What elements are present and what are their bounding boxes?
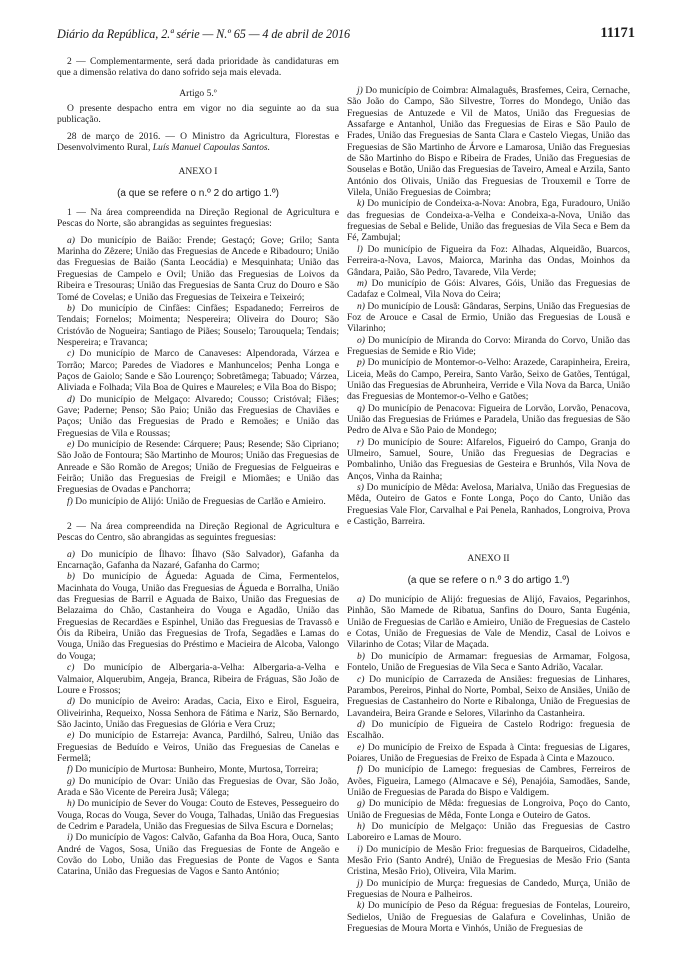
item-letter: s) <box>357 482 364 494</box>
item-letter: e) <box>357 741 365 753</box>
item-letter: a) <box>67 234 75 246</box>
item-letter: k) <box>357 900 365 912</box>
list-item <box>57 348 339 393</box>
right-column <box>347 85 630 934</box>
paragraph-complementarmente: 2 — Complementarmente, será dada prioridade às candidaturas em que a dimensão relativa do dano sofrido seja mais elevada. <box>57 56 339 79</box>
item-text: Do município de Armamar: freguesias de Armamar, Folgosa, Fontelo, União de Freguesias de Vila Seca e Santo Adrião, Vacalar. <box>347 650 630 674</box>
item-letter: g) <box>357 798 365 810</box>
item-text: Do município de Mesão Frio: freguesias de Barqueiros, Cidadelhe, Mesão Frio (Santo André), União de Freguesias de Mesão Frio (Santa Cristina, Mesão Frio), Oliveira, Vila Marim. <box>347 843 630 878</box>
list-item <box>57 696 339 730</box>
list-item <box>57 764 339 775</box>
page-number: 11171 <box>600 25 635 41</box>
item-text: Do município de Alijó: freguesias de Alijó, Favaios, Pegarinhos, Pinhão, São Mamede de Ribatua, Sanfins do Douro, Santa Eugénia, União de Freguesias de Carlão e Amieiro, União de Freguesias de Castelo e Cotas, União de Freguesias de Vale de Mendiz, Casal de Loivos e Vilarinho de Cotas; Vilar de Maçada. <box>347 594 630 651</box>
signature-text: 28 de março de 2016. — O Ministro da Agricultura, Florestas e Desenvolvimento Rural, <box>57 130 339 154</box>
list-item <box>347 594 630 651</box>
list-item <box>57 496 339 507</box>
item-letter: b) <box>357 650 365 662</box>
item-letter: p) <box>357 357 365 369</box>
list-item <box>347 244 630 278</box>
list-item <box>57 303 339 348</box>
item-letter: f) <box>67 764 73 776</box>
item-text: Do município de Peso da Régua: freguesias de Fontelas, Loureiro, Sedielos, União de Freguesias de Galafura e Covelinhas, União de Freguesias de Moura Morta e Vinhós, União de Freguesias de <box>347 900 630 935</box>
item-letter: a) <box>357 594 365 606</box>
item-letter: k) <box>357 198 365 210</box>
item-text: Do município de Montemor-o-Velho: Arazede, Carapinheira, Ereira, Liceia, Meãs do Campo, Pereira, Santo Varão, Seixo de Gatões, Tentúgal, União das Freguesias de Abrunheira, Verride e Vila Nova da Barca, União das Freguesias de Montemor-o-Velho e Gatões; <box>347 357 631 403</box>
list-item <box>57 798 339 832</box>
list-item <box>347 764 630 798</box>
item-text: Do município de Cinfães: Cinfães; Espadanedo; Ferreiros de Tendais; Fornelos; Moimenta; Nespereira; Oliveira do Douro; São Cristóvão de Nogueira; Santiago de Piães; Souselo; Tarouquela; Tendais; Nespereira; e Travanca; <box>57 302 340 348</box>
list-item <box>347 651 630 674</box>
list-item <box>57 776 339 799</box>
list-item <box>57 439 339 496</box>
item-letter: d) <box>357 718 365 730</box>
anexo-1-reference: (a que se refere o n.º 2 do artigo 1.º) <box>117 187 279 199</box>
item-letter: a) <box>67 548 75 560</box>
item-text: Do município de Albergaria-a-Velha: Albergaria-a-Velha e Valmaior, Alquerubim, Angeja, Branca, Ribeira de Fráguas, São João de Loure e Frossos; <box>57 662 339 696</box>
item-text: Do município de Murtosa: Bunheiro, Monte, Murtosa, Torreira; <box>75 764 319 776</box>
list-item <box>57 571 339 662</box>
left-column <box>57 56 339 878</box>
artigo-heading: Artigo 5.º <box>179 87 217 99</box>
item-letter: n) <box>357 300 365 312</box>
item-text: Do município de Sever do Vouga: Couto de Esteves, Pessegueiro do Vouga, Rocas do Vouga, Sever do Vouga, Talhadas, União das Freguesias de Cedrim e Paradela, União das Freguesias de Silva Escura e Dornelas; <box>57 798 340 832</box>
item-text: Do município de Figueira de Castelo Rodrigo: freguesia de Escalhão. <box>347 718 631 742</box>
item-letter: c) <box>67 348 75 360</box>
list-item <box>347 278 630 301</box>
list-item <box>347 821 630 844</box>
item-letter: b) <box>67 302 75 314</box>
item-letter: j) <box>357 877 363 889</box>
item-letter: c) <box>67 662 75 674</box>
signature-paragraph <box>57 131 339 154</box>
item-letter: r) <box>357 436 364 448</box>
item-text: Do município de Coimbra: Almalaguês, Brasfemes, Ceira, Cernache, São João do Campo, São Silvestre, Torres do Mondego, União das Freguesias de Antuzede e Vil de Matos, União das Freguesias de Assafarge e Antanhol, União das Freguesias de Eiras e São Paulo de Frades, União das Freguesias de Santa Clara e Castelo Viegas, União das Freguesias de São Martinho de Árvore e Lamarosa, União das Freguesias de São Martinho do Bispo e Ribeira de Frades, União das Freguesias de Souselas e Botão, União das Freguesias de Taveiro, Ameal e Arzila, Santo António dos Olivais, União das Freguesias de Trouxemil e Torre de Vilela, União Freguesias de Coimbra; <box>347 85 631 199</box>
list-item <box>347 900 630 934</box>
item-text: Do município de Miranda do Corvo: Miranda do Corvo, União das Freguesias de Semide e Rio Vide; <box>347 334 631 357</box>
list-item <box>347 335 630 358</box>
item-letter: g) <box>67 775 75 787</box>
item-letter: o) <box>357 334 365 346</box>
list-item <box>57 832 339 877</box>
list-item <box>347 482 630 527</box>
page-header <box>57 27 635 45</box>
section-2-list <box>57 549 339 878</box>
item-letter: f) <box>357 764 363 776</box>
list-item <box>57 662 339 696</box>
item-text: Do município de Vagos: Calvão, Gafanha da Boa Hora, Ouca, Santo André de Vagos, Sosa, União das Freguesias de Fonte de Angeão e Covão do Lobo, União das Freguesias de Ponte de Vagos e Santa Catarina, União das Freguesias de Vagos e Santo António; <box>57 832 339 878</box>
list-item <box>57 730 339 764</box>
item-text: Do município de Figueira da Foz: Alhadas, Alqueidão, Buarcos, Ferreira-a-Nova, Lavos, Maiorca, Marinha das Ondas, Moinhos da Gândara, Paião, São Pedro, Tavarede, Vila Verde; <box>347 243 631 278</box>
item-text: Do município de Lousã: Gândaras, Serpins, União das Freguesias de Foz de Arouce e Casal de Ermio, União das Freguesias de Lousã e Vilarinho; <box>347 300 631 335</box>
item-text: Do município de Penacova: Figueira de Lorvão, Lorvão, Penacova, União das Freguesias de Friúmes e Paradela, União das freguesias de São Pedro de Alva e São Paio de Mondego; <box>347 402 630 437</box>
item-text: Do município de Ovar: União das Freguesias de Ovar, São João, Arada e São Vicente de Pereira Jusã; Válega; <box>57 775 339 798</box>
item-letter: m) <box>357 277 368 289</box>
item-letter: h) <box>67 798 75 810</box>
list-item <box>57 549 339 572</box>
item-text: Do município de Alijó: União de Freguesias de Carlão e Amieiro. <box>75 495 326 507</box>
list-item <box>57 394 339 439</box>
anexo-2-title: ANEXO II <box>467 553 510 565</box>
journal-title: Diário da República, 2.ª série — N.º 65 — 4 de abril de 2016 <box>57 27 350 41</box>
item-text: Do município de Baião: Frende; Gestaçó; Gove; Grilo; Santa Marinha do Zêzere; União das Freguesias de Ancede e Ribadouro; União das Freguesias de Baião (Santa Leocádia) e Mesquinhata; União das Freguesias de Campelo e Ovil; União das Freguesias de Loivos da Ribeira e Tresouras; União das Freguesias de Santa Cruz do Douro e São Tomé de Covelas; e União das Freguesias de Teixeira e Teixeiró; <box>57 234 339 303</box>
item-letter: j) <box>357 85 363 96</box>
list-item <box>347 85 630 198</box>
item-text: Do município de Freixo de Espada à Cinta: freguesias de Ligares, Poiares, União de Freguesias de Freixo de Espada à Cinta e Mazouco. <box>347 741 630 764</box>
list-item <box>347 437 630 482</box>
item-text: Do município de Melgaço: União das Freguesias de Castro Laboreiro e Lamas de Mouro. <box>347 820 630 844</box>
anexo-2-list <box>347 594 630 934</box>
section-2-list-continued <box>347 85 630 527</box>
item-text: Do município de Aveiro: Aradas, Cacia, Eixo e Eirol, Esgueira, Oliveirinha, Requeixo, Nossa Senhora de Fátima e Nariz, São Bernardo, São Jacinto, União das Freguesias de Glória e Vera Cruz; <box>57 696 339 730</box>
item-text: Do município de Águeda: Aguada de Cima, Fermentelos, Macinhata do Vouga, União das Freguesias de Águeda e Borralha, União das Freguesias de Barril e Aguada de Baixo, União das Freguesias de Belazaima do Chão, Castanheira do Vouga e Agadão, União das Freguesias de Recardães e Espinhel, União das Freguesias de Travassô e Óis da Ribeira, União das Freguesias de Trofa, Segadães e Lamas do Vouga, União das Freguesias do Préstimo e Macieira de Alcoba, Valongo do Vouga; <box>57 571 339 662</box>
item-letter: b) <box>67 571 75 583</box>
item-text: Do município de Marco de Canaveses: Alpendorada, Várzea e Torrão; Marco; Paredes de Viadores e Manhuncelos; Penha Longa e Paços de Gaiolo; Sande e São Lourenço; Sobretâmega; Tabuado; Várzea, Aliviada e Folhada; Vila Boa de Quires e Maureles; e Vila Boa do Bispo; <box>57 348 339 394</box>
list-item <box>347 301 630 335</box>
item-letter: i) <box>357 843 363 855</box>
item-text: Do município de Góis: Alvares, Góis, União das Freguesias de Cadafaz e Colmeal, Vila Nova do Ceira; <box>347 277 630 301</box>
list-item <box>347 798 630 821</box>
item-text: Do município de Ílhavo: Ílhavo (São Salvador), Gafanha da Encarnação, Gafanha da Nazaré, Gafanha do Carmo; <box>57 548 340 572</box>
spacer <box>57 507 339 521</box>
item-text: Do município de Mêda: freguesias de Longroiva, Poço do Canto, União de Freguesias de Mêda, Fonte Longa e Outeiro de Gatos. <box>347 798 630 821</box>
item-letter: l) <box>357 243 363 255</box>
item-text: Do município de Murça: freguesias de Candedo, Murça, União de Freguesias de Noura e Palheiros. <box>347 877 630 901</box>
item-letter: i) <box>67 832 73 844</box>
list-item <box>347 198 630 243</box>
artigo-text: O presente despacho entra em vigor no dia seguinte ao da sua publicação. <box>57 103 339 126</box>
item-letter: e) <box>67 730 75 742</box>
item-text: Do município de Estarreja: Avanca, Pardilhó, Salreu, União das Freguesias de Beduído e Veiros, União das Freguesias de Canelas e Fermelã; <box>57 730 340 764</box>
item-letter: d) <box>67 696 75 708</box>
item-text: Do município de Carrazeda de Ansiães: freguesias de Linhares, Parambos, Pereiros, Pinhal do Norte, Pombal, Seixo de Ansiães, União de Freguesias de Castanheiro do Norte e Ribalonga, União de Freguesias de Lavandeira, Beira Grande e Selores, Vilarinho da Castanheira. <box>347 673 630 719</box>
section-1-list <box>57 235 339 507</box>
item-letter: c) <box>357 673 365 685</box>
item-text: Do município de Condeixa-a-Nova: Anobra, Ega, Furadouro, União das freguesias de Condeixa-a-Velha e Condeixa-a-Nova, União das freguesias de Sebal e Belide, União das freguesias de Vila Seca e Bem da Fé, Zambujal; <box>347 198 630 244</box>
section-1-intro: 1 — Na área compreendida na Direção Regional de Agricultura e Pescas do Norte, são abrangidas as seguintes freguesias: <box>57 207 339 230</box>
item-letter: f) <box>67 495 73 507</box>
list-item <box>57 235 339 303</box>
list-item <box>347 844 630 878</box>
list-item <box>347 674 630 719</box>
anexo-1-title: ANEXO I <box>178 166 218 178</box>
section-2-intro: 2 — Na área compreendida na Direção Regional de Agricultura e Pescas do Centro, são abrangidas as seguintes freguesias: <box>57 521 339 544</box>
list-item <box>347 742 630 765</box>
item-letter: q) <box>357 402 365 414</box>
item-text: Do município de Mêda: Avelosa, Marialva, União das Freguesias de Mêda, Outeiro de Gatos e Fonte Longa, Poço do Canto, União das Freguesias Vale Flor, Carvalhal e Pai Penela, Ranhados, Longroiva, Prova e Castição, Barreira. <box>347 482 630 528</box>
list-item <box>347 403 630 437</box>
item-text: Do município de Lamego: freguesias de Cambres, Ferreiros de Avões, Figueira, Lamego (Almacave e Sé), Penajóia, Samodães, Sande, União de Freguesias de Parada do Bispo e Valdigem. <box>347 764 630 798</box>
item-letter: h) <box>357 820 365 832</box>
item-text: Do município de Melgaço: Alvaredo; Cousso; Cristóval; Fiães; Gave; Paderne; Penso; São Paio; União das Freguesias de Chaviães e Paços; União das Freguesias de Prado e Remoães; e União das Freguesias de Vila e Roussas; <box>57 393 339 439</box>
list-item <box>347 878 630 901</box>
item-letter: d) <box>67 393 75 405</box>
anexo-2-reference: (a que se refere o n.º 3 do artigo 1.º) <box>407 574 570 586</box>
item-letter: e) <box>67 438 75 450</box>
list-item <box>347 719 630 742</box>
item-text: Do município de Resende: Cárquere; Paus; Resende; São Cipriano; São João de Fontoura; São Martinho de Mouros; União das Freguesias de Anreade e São Romão de Aregos; União de Freguesias de Felgueiras e Feirão; União das Freguesias de Freigil e Miomães; e União das Freguesias de Ovadas e Panchorra; <box>57 438 340 496</box>
item-text: Do município de Soure: Alfarelos, Figueiró do Campo, Granja do Ulmeiro, Samuel, Soure, União das Freguesias de Degracias e Pombalinho, União das Freguesias de Gesteira e Brunhós, Vila Nova de Anços, Vinha da Rainha; <box>347 436 630 482</box>
signature-name: Luís Manuel Capoulas Santos. <box>152 142 270 154</box>
list-item <box>347 357 630 402</box>
